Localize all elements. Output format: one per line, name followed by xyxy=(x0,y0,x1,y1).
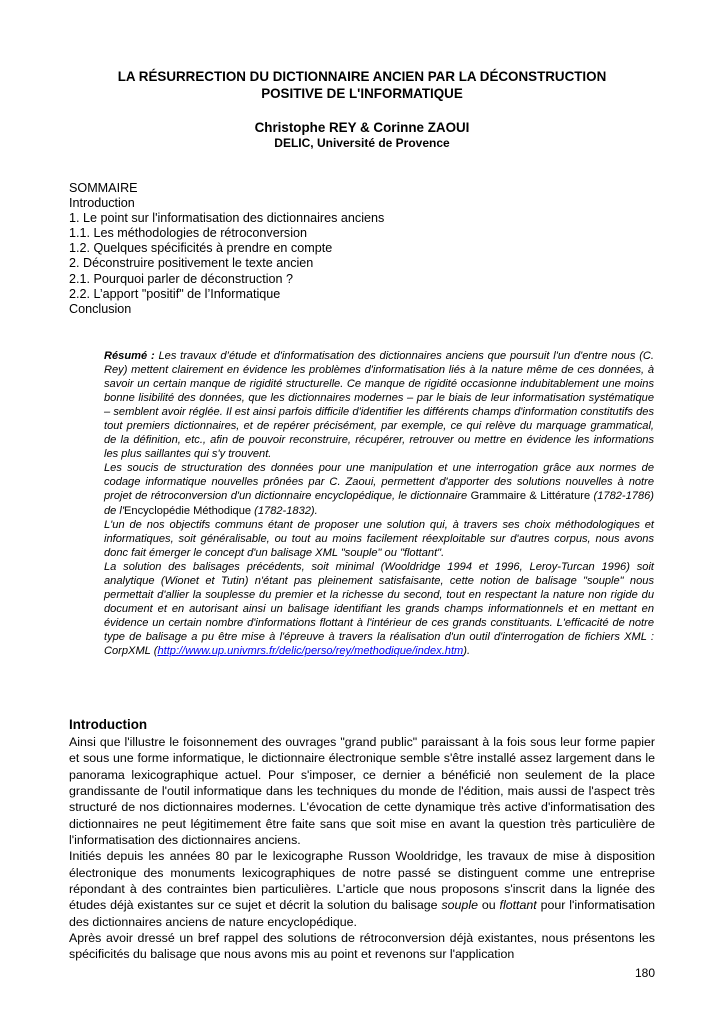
toc-item: 1.2. Quelques spécificités à prendre en compte xyxy=(69,241,333,256)
intro-paragraph-1: Ainsi que l'illustre le foisonnement des ouvrages "grand public" paraissant à la fois sous leur forme papier et sous une forme informatique, le dictionnaire électronique semble s'être installé assez largement dans le panorama lexicographique actuel. Pour s'imposer, ce dernier a bénéficié non seulement de la place grandissante de l'outil informatique dans les techniques du monde de l'édition, mais aussi de l'aspect très structuré de nos dictionnaires modernes. L'évocation de cette dynamique très active d'informatisation des dictionnaires ne peut légitimement être faite sans que soit mise en avant la question très particulière de l'informatisation des dictionnaires anciens. xyxy=(69,735,655,848)
abstract-paragraph-1 xyxy=(104,349,654,461)
toc-item: 2.2. L’apport "positif" de l’Informatique xyxy=(69,286,281,301)
abstract-paragraph-3: L'un de nos objectifs communs étant de proposer une solution qui, à travers ses choix méthodologiques et informatiques, soit généralisable, ou tout au moins facilement réexploitable sur d'autres corpus, nous avons donc fait émerger le concept d'un balisage XML "souple" ou "flottant". xyxy=(104,518,654,559)
intro-text: ou xyxy=(477,898,500,913)
toc-item: 2.1. Pourquoi parler de déconstruction ? xyxy=(69,271,294,286)
intro-paragraph-3: Après avoir dressé un bref rappel des solutions de rétroconversion déjà existantes, nous présentons les spécificités du balisage que nous avons mis au point et revenons sur l'application xyxy=(69,931,655,962)
term-souple: souple xyxy=(441,898,478,913)
intro-text: Initiés depuis les années 80 par le lexicographe Russon Wooldridge, les travaux de mise à disposition électronique des monuments lexicographiques de notre passé se distinguent comme une entreprise répondant à des contraintes bien particulières. L’article que nous proposons s'inscrit dans la lignée des études déjà existantes sur ce sujet et décrit la solution du balisage xyxy=(69,849,655,913)
abstract-text: La solution des balisages précédents, soit minimal (Wooldridge 1994 et 1996, Leroy-Turcan 1996) soit analytique (Wionet et Tutin) n'étant pas pleinement satisfaisante, cette notion de balisage "souple" nous permettait d'allier la souplesse du premier et la richesse du second, tout en respectant la nature non rigide du document et en autorisant ainsi un balisage identifiant les grands champs informationnels et en mettant en évidence un certain nombre d'informations flottant à l'intérieur de ces grands constituants. L'efficacité de notre type de balisage a pu être mise à l'épreuve à travers la réalisation d'un outil d'interrogation de fichiers XML : CorpXML ( xyxy=(104,560,654,657)
abstract-text: Les soucis de structuration des données pour une manipulation et une interrogation grâce aux normes de codage informatique nouvelles prônées par C. Zaoui, permettent d'apporter des solutions nouvelles à notre projet de rétroconversion d'un dictionnaire encyclopédique, le dictionnaire xyxy=(104,462,654,503)
section-heading-introduction: Introduction xyxy=(69,717,148,732)
abstract-text: Les travaux d’étude et d'informatisation des dictionnaires anciens que poursuit l'un d'entre nous (C. Rey) mettent clairement en évidence les problèmes d'informatisation liés à la nature même de ces données, à savoir un certain manque de rigidité structurelle. Ce manque de rigidité occasionne indubitablement une moins bonne lisibilité des données, que les dictionnaires modernes – par le biais de leur informatisation systématique – semblent avoir réglée. Il est ainsi parfois difficile d'identifier les différents champs d'information constitutifs des tout premiers dictionnaires, et de repérer précisément, par exemple, ce qui relève du marquage grammatical, de la définition, etc., afin de pouvoir reconstruire, récupérer, retrouver ou mettre en évidence les informations les plus saillantes qui s'y trouvent. xyxy=(104,350,654,461)
introduction-body xyxy=(69,734,655,963)
abstract-text: ). xyxy=(463,644,471,657)
toc-heading: SOMMAIRE xyxy=(69,181,138,195)
toc-item: Introduction xyxy=(69,196,135,211)
toc-item: 2. Déconstruire positivement le texte ancien xyxy=(69,256,314,271)
table-of-contents xyxy=(69,181,384,317)
affiliation: DELIC, Université de Provence xyxy=(274,136,450,150)
toc-item: Conclusion xyxy=(69,301,132,316)
abstract-paragraph-4 xyxy=(104,560,654,658)
abstract-text: (1782-1832). xyxy=(251,504,318,517)
abstract-text: (1782-1786) de l' xyxy=(104,490,654,517)
dictionary-name: Grammaire & Littérature xyxy=(470,490,591,503)
intro-paragraph-2 xyxy=(69,848,655,930)
corpxml-link[interactable]: http://www.up.univmrs.fr/delic/perso/rey/methodique/index.htm xyxy=(157,644,464,657)
paper-title xyxy=(60,68,664,102)
abstract xyxy=(104,349,654,658)
title-line-2: POSITIVE DE L'INFORMATIQUE xyxy=(261,86,463,101)
encyclopedia-name: Encyclopédie Méthodique xyxy=(124,504,252,517)
title-line-1: LA RÉSURRECTION DU DICTIONNAIRE ANCIEN PAR LA DÉCONSTRUCTION xyxy=(117,69,607,84)
toc-item: 1. Le point sur l'informatisation des dictionnaires anciens xyxy=(69,211,385,226)
intro-text: pour l'informatisation des dictionnaires anciens de nature encyclopédique. xyxy=(69,898,655,929)
abstract-paragraph-2 xyxy=(104,461,654,517)
toc-item: 1.1. Les méthodologies de rétroconversion xyxy=(69,226,308,241)
authors: Christophe REY & Corinne ZAOUI xyxy=(254,120,470,135)
term-flottant: flottant xyxy=(499,898,537,913)
page-number: 180 xyxy=(634,966,655,980)
abstract-label: Résumé : xyxy=(104,350,155,362)
